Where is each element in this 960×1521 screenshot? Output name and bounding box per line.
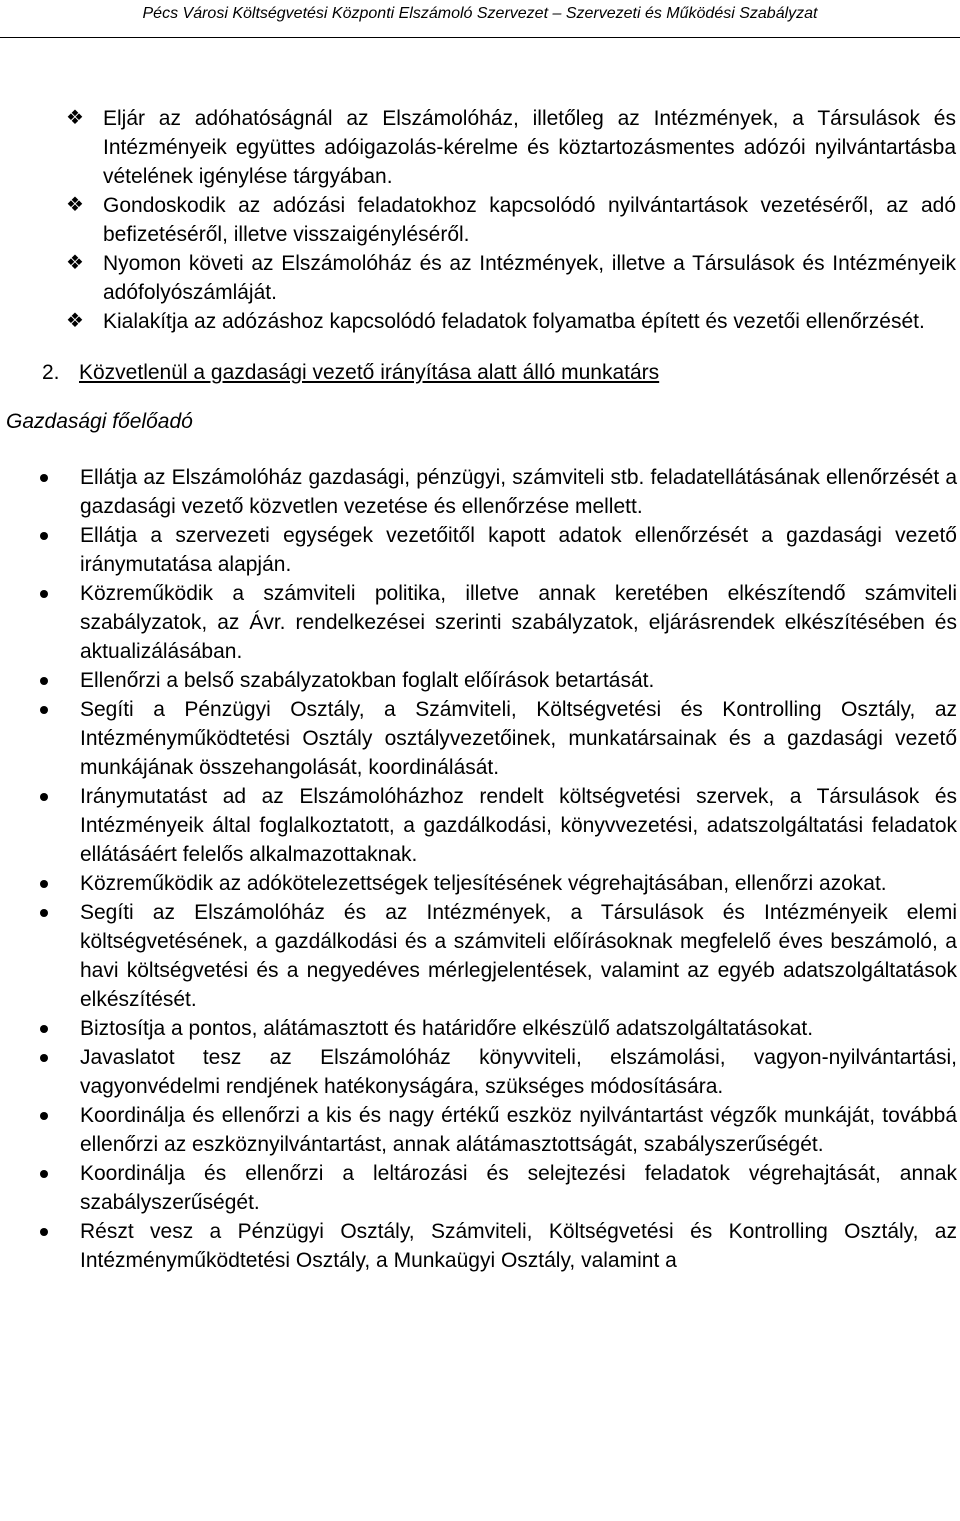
- bullet-dot-icon: [40, 706, 48, 714]
- bullet-list: [0, 463, 957, 1275]
- list-item: Biztosítja a pontos, alátámasztott és határidőre elkészülő adatszolgáltatásokat.: [80, 1014, 957, 1043]
- list-item: ❖ Eljár az adóhatóságnál az Elszámolóház, illetőleg az Intézmények, a Társulások és Intézményeik együttes adóigazolás-kérelme és köztartozásmentes adózói nyilvántartásba vételének igénylése tárgyában.: [66, 104, 956, 191]
- page-header: [0, 0, 960, 38]
- bullet-dot-icon: [40, 677, 48, 685]
- list-item: Részt vesz a Pénzügyi Osztály, Számviteli, Költségvetési és Kontrolling Osztály, az Intézményműködtetési Osztály, a Munkaügyi Osztály, valamint a: [80, 1217, 957, 1275]
- list-item: Közreműködik a számviteli politika, illetve annak keretében elkészítendő számviteli szabályzatok, az Ávr. rendelkezései szerinti szabályzatok, eljárásrendek elkészítésében és aktualizálásában.: [80, 579, 957, 666]
- list-item: ❖ Kialakítja az adózáshoz kapcsolódó feladatok folyamatba épített és vezetői ellenőrzését.: [66, 307, 956, 336]
- section-heading: [0, 358, 960, 387]
- list-item: Segíti a Pénzügyi Osztály, a Számviteli, Költségvetési és Kontrolling Osztály, az Intézményműködtetési Osztály osztályvezetőinek, munkatársainak és a gazdasági vezető munkájának összehangolását, koordinálását.: [80, 695, 957, 782]
- list-item: Közreműködik az adókötelezettségek teljesítésének végrehajtásában, ellenőrzi azokat.: [80, 869, 957, 898]
- section-number: 2.: [42, 361, 60, 384]
- list-item: Koordinálja és ellenőrzi a kis és nagy értékű eszköz nyilvántartást végzők munkáját, továbbá ellenőrzi az eszköznyilvántartást, annak alátámasztottságát, szabályszerűségét.: [80, 1101, 957, 1159]
- list-item: Javaslatot tesz az Elszámolóház könyvviteli, elszámolási, vagyon-nyilvántartási, vagyonvédelmi rendjének hatékonyságára, szükséges módosítására.: [80, 1043, 957, 1101]
- diamond-list: [0, 104, 956, 336]
- list-item: Ellátja az Elszámolóház gazdasági, pénzügyi, számviteli stb. feladatellátásának ellenőrzését a gazdasági vezető közvetlen vezetése és ellenőrzése mellett.: [80, 463, 957, 521]
- bullet-dot-icon: [40, 909, 48, 917]
- bullet-dot-icon: [40, 532, 48, 540]
- bullet-dot-icon: [40, 474, 48, 482]
- bullet-dot-icon: [40, 590, 48, 598]
- diamond-bullet-icon: ❖: [66, 194, 84, 216]
- header-title: Pécs Városi Költségvetési Központi Elszámoló Szervezet – Szervezeti és Működési Szabályzat: [142, 5, 818, 22]
- bullet-dot-icon: [40, 1054, 48, 1062]
- list-item: Koordinálja és ellenőrzi a leltározási és selejtezési feladatok végrehajtását, annak szabályszerűségét.: [80, 1159, 957, 1217]
- role-title: Gazdasági főelőadó: [6, 410, 193, 433]
- bullet-dot-icon: [40, 880, 48, 888]
- list-item: Ellenőrzi a belső szabályzatokban foglalt előírások betartását.: [80, 666, 957, 695]
- bullet-dot-icon: [40, 1112, 48, 1120]
- document-body: [0, 104, 960, 1275]
- list-item: ❖ Gondoskodik az adózási feladatokhoz kapcsolódó nyilvántartások vezetéséről, az adó befizetéséről, illetve visszaigényléséről.: [66, 191, 956, 249]
- bullet-dot-icon: [40, 793, 48, 801]
- bullet-dot-icon: [40, 1228, 48, 1236]
- bullet-dot-icon: [40, 1025, 48, 1033]
- list-item: Segíti az Elszámolóház és az Intézmények, a Társulások és Intézményeik elemi költségvetésének, a gazdálkodási és a számviteli előírásoknak megfelelő éves beszámoló, a havi költségvetési és a negyedéves mérlegjelentések, valamint az egyéb adatszolgáltatások elkészítését.: [80, 898, 957, 1014]
- list-item: Ellátja a szervezeti egységek vezetőitől kapott adatok ellenőrzését a gazdasági vezető iránymutatása alapján.: [80, 521, 957, 579]
- diamond-bullet-icon: ❖: [66, 310, 84, 332]
- list-item: Iránymutatást ad az Elszámolóházhoz rendelt költségvetési szervek, a Társulások és Intézményeik által foglalkoztatott, a gazdálkodási, könyvvezetési, adatszolgáltatási feladatok ellátásáért felelős alkalmazottaknak.: [80, 782, 957, 869]
- bullet-dot-icon: [40, 1170, 48, 1178]
- section-title: Közvetlenül a gazdasági vezető irányítása alatt álló munkatárs: [79, 361, 660, 384]
- diamond-bullet-icon: ❖: [66, 252, 84, 274]
- diamond-bullet-icon: ❖: [66, 107, 84, 129]
- list-item: ❖ Nyomon követi az Elszámolóház és az Intézmények, illetve a Társulások és Intézményeik adófolyószámláját.: [66, 249, 956, 307]
